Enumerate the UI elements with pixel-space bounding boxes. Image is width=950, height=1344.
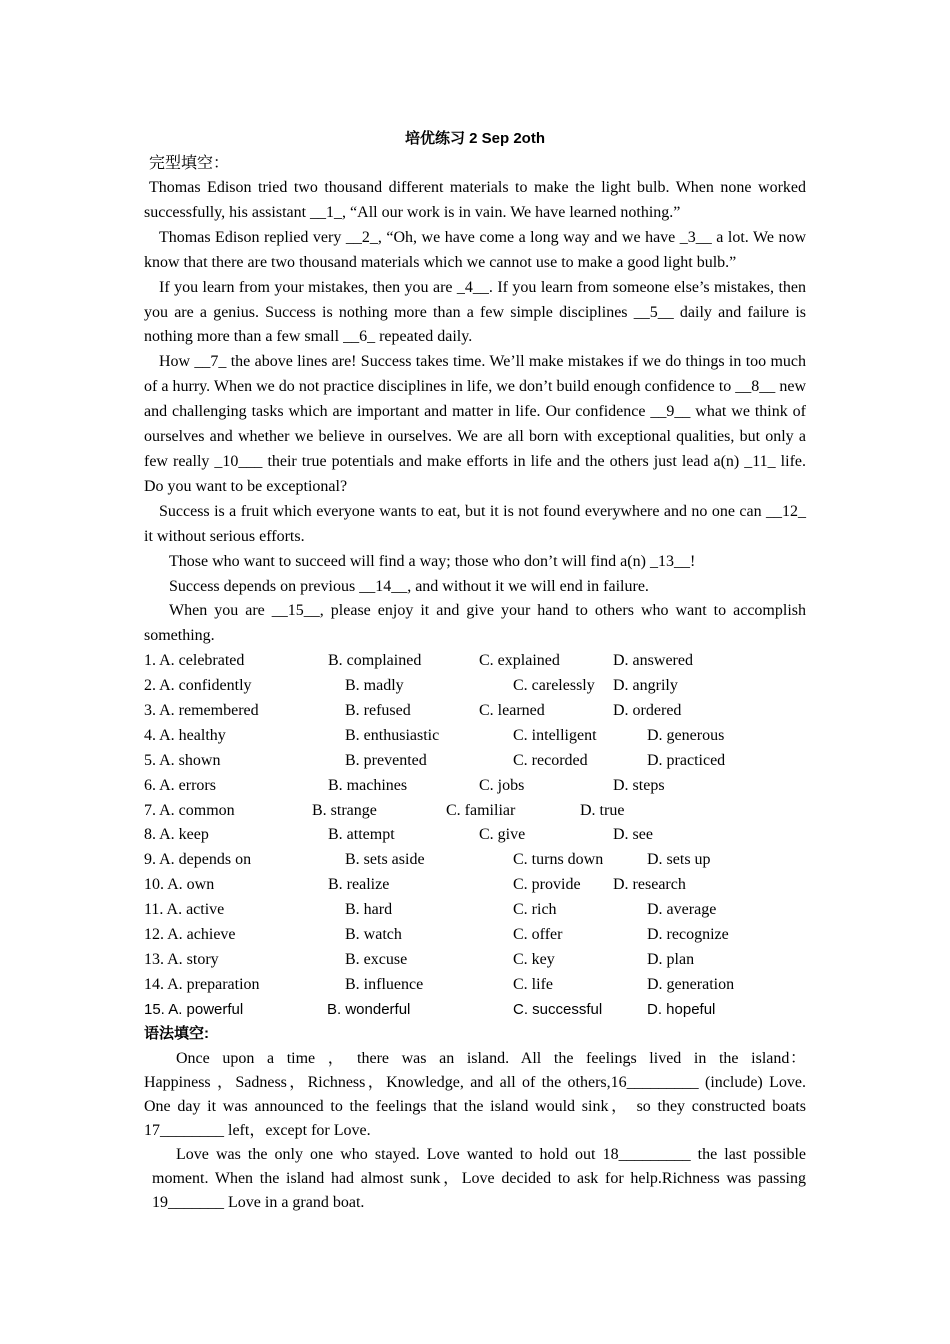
option-b: B. madly — [345, 677, 404, 695]
grammar-paragraph-body: Happiness ，Sadness，Richness，Knowledge, and all of the others,16_________ (include) Love. One day it was announced to the feelings that the island would sink， so they constructed boats 17________ left，except for Love. — [144, 1073, 806, 1139]
cloze-paragraph: If you learn from your mistakes, then you are _4__. If you learn from someone else’s mistakes, then you are a genius. Success is nothing more than a few simple disciplines __5__ daily and failure is nothing more than a few small __6_ repeated daily. — [144, 278, 806, 346]
option-d: D. answered — [613, 652, 693, 670]
option-b: B. machines — [328, 776, 408, 794]
option-b: B. watch — [345, 926, 402, 944]
option-d: D. generous — [647, 726, 725, 744]
option-b: B. prevented — [345, 751, 427, 769]
option-a: 1. A. celebrated — [144, 652, 245, 670]
option-row — [144, 649, 806, 674]
option-c: C. turns down — [513, 851, 604, 869]
option-row — [144, 774, 806, 799]
option-a: 15. A. powerful — [144, 1000, 244, 1018]
option-row — [144, 973, 806, 998]
option-row — [144, 823, 806, 848]
option-row — [144, 799, 806, 824]
cloze-paragraph: Those who want to succeed will find a way; those who don’t will find a(n) _13__! — [169, 552, 696, 570]
option-a: 13. A. story — [144, 950, 219, 968]
option-c: C. give — [479, 826, 526, 844]
option-b: B. influence — [345, 975, 424, 993]
option-c: C. carelessly — [513, 677, 595, 695]
option-d: D. generation — [647, 975, 735, 993]
option-row — [144, 923, 806, 948]
option-d: D. average — [647, 901, 717, 919]
option-a: 12. A. achieve — [144, 926, 236, 944]
options-list — [144, 649, 806, 1020]
option-row — [144, 898, 806, 923]
option-a: 14. A. preparation — [144, 975, 260, 993]
option-a: 3. A. remembered — [144, 702, 259, 719]
option-c: C. offer — [513, 926, 563, 944]
grammar-paragraph-first-line: Once upon a time ， there was an island. All the feelings lived in the island： — [176, 1049, 806, 1067]
option-a: 7. A. common — [144, 801, 235, 819]
option-b: B. refused — [345, 702, 411, 719]
grammar-section-label: 语法填空: — [144, 1024, 209, 1042]
option-d: D. research — [613, 876, 686, 894]
cloze-paragraph: Thomas Edison tried two thousand different materials to make the light bulb. When none worked successfully, his assistant __1_, “All our work is in vain. We have learned nothing.” — [144, 179, 806, 221]
option-c: C. intelligent — [513, 726, 597, 744]
option-d: D. angrily — [613, 677, 678, 695]
option-a: 10. A. own — [144, 876, 215, 894]
option-a: 6. A. errors — [144, 776, 216, 794]
option-b: B. complained — [328, 652, 422, 670]
grammar-paragraph-body: moment. When the island had almost sunk，Love decided to ask for help.Richness was passing 19_______ Love in a grand boat. — [152, 1169, 806, 1211]
option-b: B. excuse — [345, 950, 408, 968]
cloze-paragraph: Success is a fruit which everyone wants to eat, but it is not found everywhere and no one can __12_ it without serious efforts. — [144, 502, 806, 545]
option-b: B. sets aside — [345, 851, 425, 869]
option-d: D. practiced — [647, 751, 726, 769]
option-c: C. recorded — [513, 751, 588, 769]
option-d: D. plan — [647, 950, 695, 968]
option-b: B. wonderful — [327, 1000, 411, 1018]
grammar-paragraph — [144, 1047, 806, 1143]
option-row — [144, 998, 806, 1021]
option-row — [144, 749, 806, 774]
cloze-paragraph: Success depends on previous __14__, and without it we will end in failure. — [169, 577, 649, 595]
option-b: B. strange — [312, 801, 377, 819]
option-row — [144, 699, 806, 724]
option-d: D. see — [613, 826, 653, 844]
option-c: C. provide — [513, 876, 581, 894]
option-a: 11. A. active — [144, 901, 225, 919]
option-row — [144, 948, 806, 973]
page-title: 培优练习 2 Sep 2oth — [404, 130, 546, 147]
option-a: 4. A. healthy — [144, 726, 226, 744]
option-b: B. enthusiastic — [345, 726, 440, 744]
grammar-paragraph — [144, 1143, 806, 1215]
option-d: D. sets up — [647, 851, 711, 869]
option-d: D. true — [580, 801, 625, 819]
option-d: D. hopeful — [647, 1000, 716, 1018]
option-c: C. familiar — [446, 801, 516, 819]
option-d: D. steps — [613, 776, 665, 794]
option-c: C. key — [513, 950, 555, 968]
option-a: 5. A. shown — [144, 751, 221, 769]
option-row — [144, 873, 806, 898]
cloze-paragraph: Thomas Edison replied very __2_, “Oh, we have come a long way and we have _3__ a lot. We now know that there are two thousand materials which we cannot use to make a good light bulb.” — [144, 228, 806, 271]
option-row — [144, 848, 806, 873]
cloze-section-label: 完型填空： — [149, 155, 230, 172]
option-d: D. recognize — [647, 926, 729, 944]
option-a: 8. A. keep — [144, 826, 209, 844]
option-c: C. explained — [479, 652, 560, 670]
grammar-paragraph-first-line: Love was the only one who stayed. Love wanted to hold out 18_________ the last possible — [176, 1145, 806, 1163]
document-page — [144, 127, 806, 1215]
option-b: B. hard — [345, 901, 393, 919]
option-c: C. rich — [513, 901, 557, 919]
option-b: B. realize — [328, 876, 390, 894]
option-row — [144, 674, 806, 699]
option-c: C. jobs — [479, 776, 525, 794]
cloze-paragraph: How __7_ the above lines are! Success takes time. We’ll make mistakes if we do things in too much of a hurry. When we do not practice disciplines in life, we don’t build enough confidence to __8__ new and challenging tasks which are important and matter in life. Our confidence __9__ what we think of ourselves and whether we believe in ourselves. We are all born with exceptional qualities, but only a few really _10___ their true potentials and make efforts in life and the others just lead a(n) _11_ life. Do you want to be exceptional? — [144, 353, 806, 495]
option-row — [144, 724, 806, 749]
option-d: D. ordered — [613, 702, 682, 719]
option-a: 9. A. depends on — [144, 851, 252, 869]
option-c: C. life — [513, 975, 553, 993]
option-c: C. learned — [479, 702, 545, 719]
cloze-paragraph: When you are __15__, please enjoy it and give your hand to others who want to accomplish something. — [144, 602, 806, 645]
option-c: C. successful — [513, 1000, 603, 1018]
option-b: B. attempt — [328, 826, 395, 844]
option-a: 2. A. confidently — [144, 677, 252, 695]
